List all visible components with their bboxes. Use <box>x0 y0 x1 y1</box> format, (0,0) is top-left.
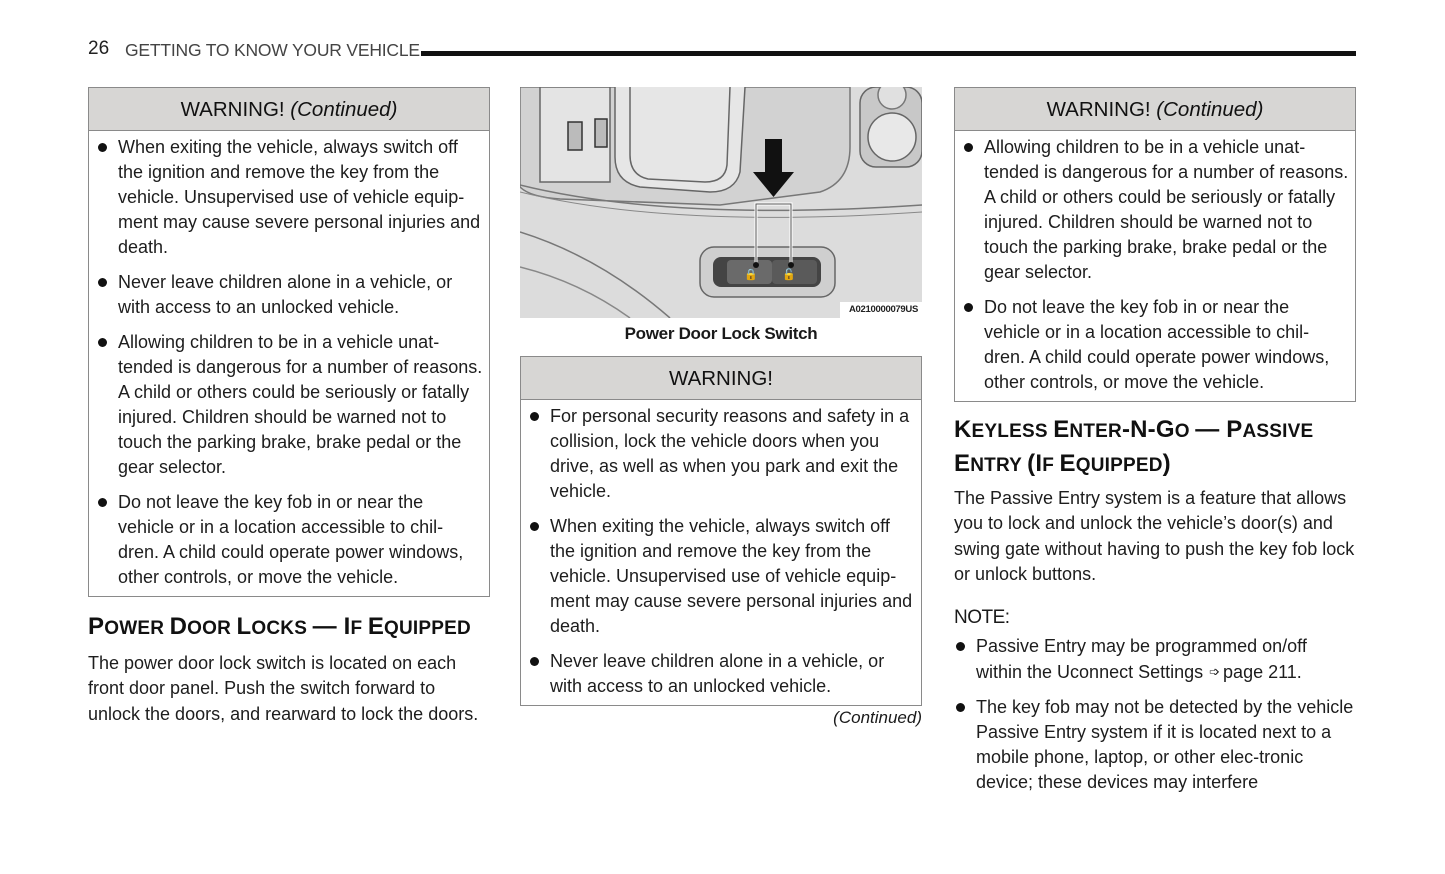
warning-box-continued <box>88 87 490 597</box>
column-2 <box>520 87 922 728</box>
warning-header <box>955 88 1355 131</box>
note-bullet: The key fob may not be detected by the vehicle Passive Entry system if it is located next to a mobile phone, laptop, or other elec-tronic device; these devices may interfere <box>955 695 1356 795</box>
page-number: 26 <box>88 38 110 59</box>
section-title: GETTING TO KNOW YOUR VEHICLE <box>125 40 420 60</box>
continued-label: (Continued) <box>833 708 922 727</box>
bullet-icon <box>956 703 965 712</box>
bullet-icon <box>98 143 107 152</box>
column-1 <box>88 87 490 727</box>
warning-header <box>521 357 921 400</box>
bullet-icon <box>956 642 965 651</box>
warning-title: WARNING! <box>180 98 285 121</box>
page-header <box>88 38 1356 62</box>
bullet-icon <box>98 498 107 507</box>
warning-bullet: Allowing children to be in a vehicle unat-tended is dangerous for a number of reasons. A child or others could be seriously or fatally injured. Children should be warned not to touch the parking brake, brake pedal or the gear selector. <box>963 135 1349 285</box>
warning-continued-label: (Continued) <box>290 98 398 121</box>
warning-bullet: Never leave children alone in a vehicle, or with access to an unlocked vehicle. <box>97 270 483 320</box>
warning-bullet: Do not leave the key fob in or near the vehicle or in a location accessible to chil-dren. A child could operate power windows, other controls, or move the vehicle. <box>97 490 483 590</box>
warning-title: WARNING! <box>1046 98 1151 121</box>
power-door-locks-heading: POWER DOOR LOCKS — IF EQUIPPED <box>88 613 471 640</box>
bullet-icon <box>530 657 539 666</box>
warning-box <box>520 356 922 706</box>
note-bullet: Passive Entry may be programmed on/off within the Uconnect Settings ➩ page 211. <box>955 634 1356 685</box>
bullet-icon <box>964 303 973 312</box>
lock-icon: 🔒 <box>744 268 758 281</box>
page-reference-arrow-icon: ➩ <box>1209 664 1221 680</box>
door-lock-switch-illustration <box>520 87 922 318</box>
warning-bullet: Allowing children to be in a vehicle unat-tended is dangerous for a number of reasons. A child or others could be seriously or fatally injured. Children should be warned not to touch the parking brake, brake pedal or the gear selector. <box>97 330 483 480</box>
header-rule <box>421 51 1356 56</box>
page-reference-link[interactable]: page 211. <box>1223 662 1302 683</box>
note-label: NOTE: <box>954 607 1010 629</box>
warning-continued-label: (Continued) <box>1156 98 1264 121</box>
bullet-icon <box>530 412 539 421</box>
figure-code: A0210000079US <box>849 304 918 315</box>
bullet-icon <box>98 338 107 347</box>
bullet-icon <box>98 278 107 287</box>
figure-caption: Power Door Lock Switch <box>624 324 818 343</box>
warning-bullet: Never leave children alone in a vehicle, or with access to an unlocked vehicle. <box>529 649 915 699</box>
passive-entry-paragraph: The Passive Entry system is a feature that allows you to lock and unlock the vehicle’s door(s) and swing gate without having to push the key fob lock or unlock buttons. <box>954 488 1355 584</box>
warning-header <box>89 88 489 131</box>
warning-bullet: For personal security reasons and safety in a collision, lock the vehicle doors when you drive, as well as when you park and exit the vehicle. <box>529 404 915 504</box>
warning-box-continued <box>954 87 1356 402</box>
column-3 <box>954 87 1356 795</box>
power-door-locks-paragraph: The power door lock switch is located on each front door panel. Push the switch forward to unlock the doors, and rearward to lock the doors. <box>88 653 479 724</box>
warning-title: WARNING! <box>668 367 773 390</box>
bullet-icon <box>530 522 539 531</box>
bullet-icon <box>964 143 973 152</box>
warning-bullet: Do not leave the key fob in or near the vehicle or in a location accessible to chil-dren. A child could operate power windows, other controls, or move the vehicle. <box>963 295 1349 395</box>
warning-bullet: When exiting the vehicle, always switch off the ignition and remove the key from the vehicle. Unsupervised use of vehicle equip-ment may cause severe personal injuries and death. <box>97 135 483 260</box>
keyless-enter-n-go-heading: KEYLESS ENTER-N-GO — PASSIVE ENTRY (IF EQUIPPED) <box>954 416 1314 477</box>
unlock-icon: 🔓 <box>782 268 796 281</box>
warning-bullet: When exiting the vehicle, always switch off the ignition and remove the key from the vehicle. Unsupervised use of vehicle equip-ment may cause severe personal injuries and death. <box>529 514 915 639</box>
